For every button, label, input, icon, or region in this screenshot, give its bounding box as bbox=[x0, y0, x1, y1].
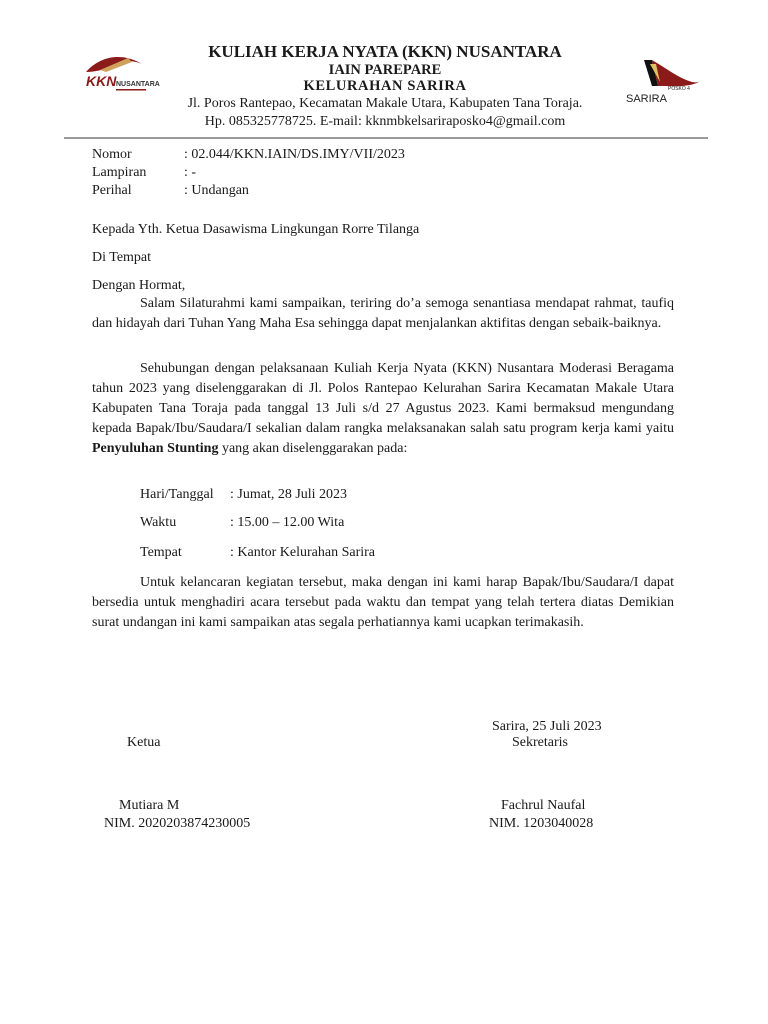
event-place-label: Tempat bbox=[140, 545, 182, 560]
svg-text:KKN: KKN bbox=[86, 73, 117, 89]
signature-date: Sarira, 25 Juli 2023 bbox=[492, 719, 602, 734]
header-divider bbox=[64, 137, 708, 139]
perihal-label: Perihal bbox=[92, 183, 132, 198]
right-signatory-nim: NIM. 1203040028 bbox=[489, 816, 594, 831]
svg-text:SARIRA: SARIRA bbox=[626, 93, 667, 105]
lampiran-value: : - bbox=[184, 165, 197, 180]
kkn-logo bbox=[82, 50, 160, 94]
event-time-label: Waktu bbox=[140, 515, 177, 530]
left-signatory-name: Mutiara M bbox=[119, 798, 180, 813]
letterhead-address: Jl. Poros Rantepao, Kecamatan Makale Utara, Kabupaten Tana Toraja. bbox=[187, 96, 583, 111]
paragraph-invitation-end: yang akan diselenggarakan pada: bbox=[218, 441, 408, 456]
perihal-value: : Undangan bbox=[184, 183, 249, 198]
greeting: Dengan Hormat, bbox=[92, 278, 186, 293]
event-time-value: : 15.00 – 12.00 Wita bbox=[230, 515, 345, 530]
right-signatory-name: Fachrul Naufal bbox=[501, 798, 586, 813]
recipient-line: Kepada Yth. Ketua Dasawisma Lingkungan Rorre Tilanga bbox=[92, 222, 420, 237]
recipient-place: Di Tempat bbox=[92, 250, 152, 265]
letterhead-contact: Hp. 085325778725. E-mail: kknmbkelsariraposko4@gmail.com bbox=[204, 114, 566, 129]
event-day-label: Hari/Tanggal bbox=[140, 487, 214, 502]
svg-text:NUSANTARA: NUSANTARA bbox=[116, 81, 160, 88]
event-day-value: : Jumat, 28 Juli 2023 bbox=[230, 487, 348, 502]
paragraph-closing: Untuk kelancaran kegiatan tersebut, maka dengan ini kami harap Bapak/Ibu/Saudara/I dapat bersedia untuk menghadiri acara tersebut pada waktu dan tempat yang telah tertera diatas Demikian surat undangan ini kami sampaikan atas segala perhatiannya kami ucapkan terimakasih. bbox=[92, 575, 674, 630]
letterhead-title: KULIAH KERJA NYATA (KKN) NUSANTARA bbox=[208, 42, 562, 61]
event-place-value: : Kantor Kelurahan Sarira bbox=[230, 545, 375, 560]
left-signatory-nim: NIM. 2020203874230005 bbox=[104, 816, 251, 831]
right-signatory-role: Sekretaris bbox=[512, 735, 568, 750]
program-name: Penyuluhan Stunting bbox=[92, 441, 219, 456]
lampiran-label: Lampiran bbox=[92, 165, 147, 180]
paragraph-invitation-text: Sehubungan dengan pelaksanaan Kuliah Kerja Nyata (KKN) Nusantara Moderasi Beragama tahun 2023 yang diselenggarakan di Jl. Polos Rantepao Kelurahan Sarira Kecamatan Makale Utara Kabupaten Tana Toraja pada tanggal 13 Juli s/d 27 Agustus 2023. Kami bermaksud mengundang kepada Bapak/Ibu/Saudara/I sekalian dalam rangka melaksanakan salah satu program kerja kami yaitu bbox=[92, 361, 674, 436]
paragraph-opening: Salam Silaturahmi kami sampaikan, teriring do’a semoga senantiasa mendapat rahmat, taufiq dan hidayah dari Tuhan Yang Maha Esa sehingga dapat menjalankan aktifitas dengan sebaik-baiknya. bbox=[92, 296, 674, 331]
sarira-logo bbox=[622, 56, 704, 106]
left-signatory-role: Ketua bbox=[127, 735, 161, 750]
nomor-label: Nomor bbox=[92, 147, 132, 162]
paragraph-invitation bbox=[92, 359, 674, 459]
nomor-value: : 02.044/KKN.IAIN/DS.IMY/VII/2023 bbox=[184, 147, 405, 162]
letterhead-village: KELURAHAN SARIRA bbox=[303, 78, 467, 94]
svg-text:POSKO 4: POSKO 4 bbox=[668, 86, 690, 92]
letterhead-institution: IAIN PAREPARE bbox=[328, 62, 442, 78]
